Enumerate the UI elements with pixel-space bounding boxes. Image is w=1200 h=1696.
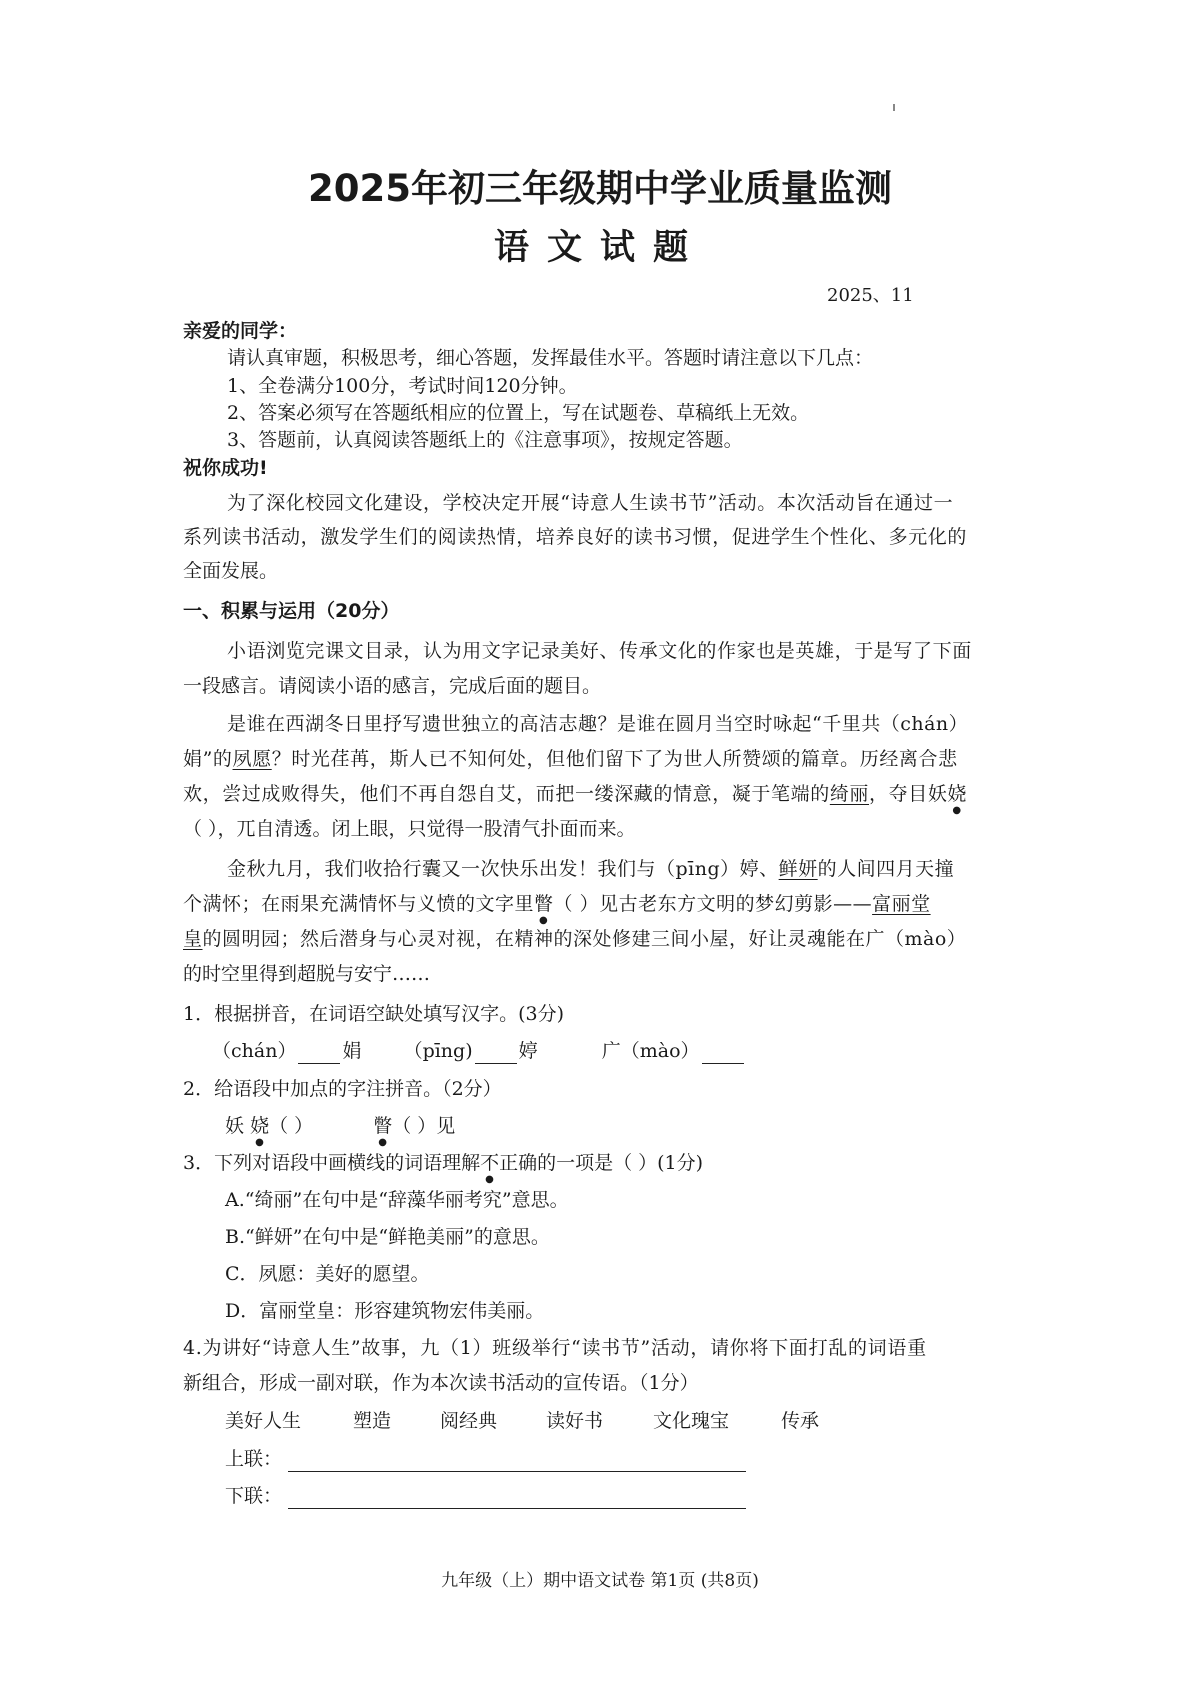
instruction-line: 请认真审题，积极思考，细心答题，发挥最佳水平。答题时请注意以下几点：: [227, 347, 874, 369]
scan-mark: [893, 104, 895, 111]
background-line-1: 为了深化校园文化建设，学校决定开展“诗意人生读书节”活动。本次活动旨在通过一: [227, 492, 954, 514]
exam-date: 2025、11: [827, 285, 914, 306]
answer-blank[interactable]: [475, 1045, 517, 1064]
question-1-stem: 1．根据拼音，在词语空缺处填写汉字。(3分): [183, 1003, 565, 1025]
rule-3: 3、答题前，认真阅读答题纸上的《注意事项》，按规定答题。: [227, 429, 743, 451]
section-heading: 一、积累与运用（20分）: [183, 600, 400, 622]
dotted-char-rao: 娆: [250, 1115, 270, 1137]
question-3-stem: 3．下列对语段中画横线的词语理解不正确的一项是（ ）(1分): [183, 1152, 704, 1174]
word-5: 文化瑰宝: [653, 1410, 730, 1432]
word-6: 传承: [781, 1410, 820, 1432]
exam-title: 2025年初三年级期中学业质量监测: [308, 167, 892, 210]
passage2-line-4: 的时空里得到超脱与安宁……: [183, 963, 431, 985]
upper-answer-line[interactable]: [288, 1453, 746, 1472]
question-4-stem-1: 4.为讲好“诗意人生”故事，九（1）班级举行“读书节”活动，请你将下面打乱的词语重: [183, 1337, 927, 1359]
dotted-char-rao: 娆: [947, 783, 968, 805]
passage2-line-2: 个满怀；在雨果充满情怀与义愤的文字里瞥（ ）见古老东方文明的梦幻剪影——富丽堂: [183, 893, 931, 915]
rule-1: 1、全卷满分100分，考试时间120分钟。: [227, 375, 578, 397]
dotted-char-pie: 瞥: [373, 1115, 393, 1137]
lower-couplet: 下联：: [225, 1483, 746, 1509]
subject-title: 语文试题: [493, 228, 706, 268]
lower-answer-line[interactable]: [288, 1490, 746, 1509]
underlined-word-xianyan: 鲜妍: [778, 858, 818, 880]
passage1-line-3: 欢，尝过成败得失，他们不再自怨自艾，而把一缕深藏的情意，凝于笔端的绮丽，夺目妖娆: [183, 783, 968, 805]
underlined-word-suyuan: 夙愿: [232, 748, 272, 770]
option-b: B.“鲜妍”在句中是“鲜艳美丽”的意思。: [225, 1226, 550, 1248]
passage1-line-2: 娟”的夙愿？时光荏苒，斯人已不知何处，但他们留下了为世人所赞颂的篇章。历经离合悲: [183, 748, 958, 770]
rule-2: 2、答案必须写在答题纸相应的位置上，写在试题卷、草稿纸上无效。: [227, 402, 810, 424]
background-line-3: 全面发展。: [183, 560, 279, 582]
question-2-stem: 2．给语段中加点的字注拼音。（2分）: [183, 1078, 502, 1100]
answer-blank[interactable]: [298, 1045, 340, 1064]
background-line-2: 系列读书活动，激发学生们的阅读热情，培养良好的读书习惯，促进学生个性化、多元化的: [183, 526, 968, 548]
upper-couplet: 上联：: [225, 1446, 746, 1472]
passage1-line-4: （ ），兀自清透。闭上眼，只觉得一股清气扑面而来。: [183, 818, 636, 840]
question-2-items: 妖 娆（ ） 瞥（ ）见: [225, 1115, 456, 1137]
option-d: D．富丽堂皇：形容建筑物宏伟美丽。: [225, 1300, 545, 1322]
intro-line-1: 小语浏览完课文目录，认为用文字记录美好、传承文化的作家也是英雄，于是写了下面: [227, 640, 972, 662]
option-a: A.“绮丽”在句中是“辞藻华丽考究”意思。: [225, 1189, 569, 1211]
dotted-char-bu: 不: [480, 1152, 500, 1174]
option-c: C．夙愿：美好的愿望。: [225, 1263, 430, 1285]
page-footer: 九年级（上）期中语文试卷 第1页 (共8页): [441, 1571, 759, 1591]
good-luck: 祝你成功!: [183, 457, 268, 479]
word-2: 塑造: [353, 1410, 392, 1432]
intro-line-2: 一段感言。请阅读小语的感言，完成后面的题目。: [183, 675, 602, 697]
passage2-line-1: 金秋九月，我们收拾行囊又一次快乐出发！我们与（pīng）婷、鲜妍的人间四月天撞: [227, 858, 955, 880]
question-4-stem-2: 新组合，形成一副对联，作为本次读书活动的宣传语。（1分）: [183, 1372, 699, 1394]
underlined-word-qili: 绮丽: [829, 783, 870, 805]
question-1-items: （chán） 娟 （pīng) 婷 广（mào）: [212, 1038, 746, 1064]
word-3: 阅经典: [440, 1410, 498, 1432]
underlined-word-fulitanghuang: 富丽堂: [872, 893, 931, 915]
passage2-line-3: 皇的圆明园；然后潜身与心灵对视，在精神的深处修建三间小屋，好让灵魂能在广（mào）: [183, 928, 967, 950]
answer-blank[interactable]: [702, 1045, 744, 1064]
dotted-char-pie: 瞥: [534, 893, 554, 915]
word-1: 美好人生: [225, 1410, 302, 1432]
passage1-line-1: 是谁在西湖冬日里抒写遗世独立的高洁志趣？是谁在圆月当空时咏起“千里共（chán）: [227, 713, 969, 735]
word-4: 读好书: [546, 1410, 604, 1432]
greeting: 亲爱的同学：: [183, 320, 298, 342]
